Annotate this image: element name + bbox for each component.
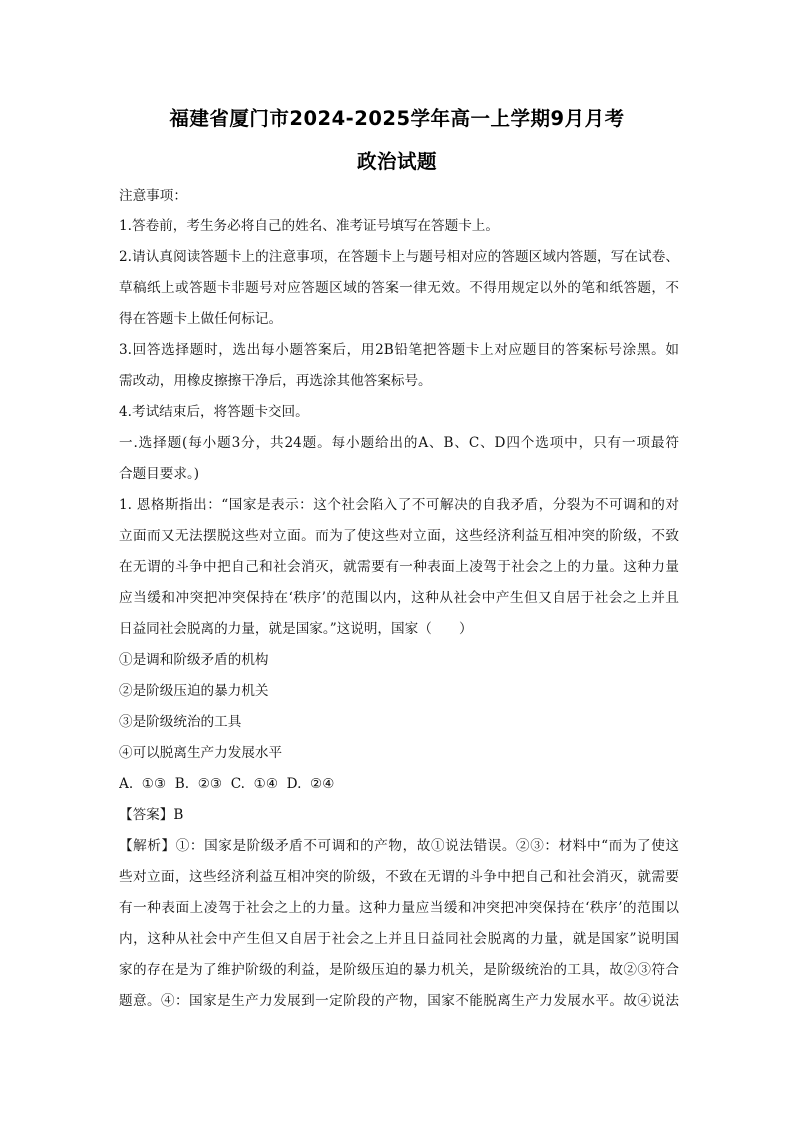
notice-item-3-line-2: 需改动，用橡皮擦擦干净后，再选涂其他答案标号。 xyxy=(119,373,432,389)
question-1-stem-line-2: 立面而又无法摆脱这些对立面。而为了使这些对立面，这些经济利益互相冲突的阶级，不致 xyxy=(119,528,679,544)
question-1-statement-2: ②是阶级压迫的暴力机关 xyxy=(119,683,269,699)
question-1-analysis-line-2: 些对立面，这些经济利益互相冲突的阶级，不致在无谓的斗争中把自己和社会消灭，就需要 xyxy=(119,869,679,885)
section-heading-line-1: 一.选择题(每小题3分，共24题。每小题给出的A、B、C、D四个选项中，只有一项最符 xyxy=(119,435,679,451)
question-1-stem-line-3: 在无谓的斗争中把自己和社会消灭，就需要有一种表面上凌驾于社会之上的力量。这种力量 xyxy=(119,559,679,575)
notice-item-3-line-1: 3.回答选择题时，选出每小题答案后，用2B铅笔把答题卡上对应题目的答案标号涂黑。如 xyxy=(119,342,679,358)
notice-item-4: 4.考试结束后，将答题卡交回。 xyxy=(119,404,309,420)
question-1-statement-3: ③是阶级统治的工具 xyxy=(119,714,242,730)
question-1-answer: 【答案】B xyxy=(119,807,184,823)
exam-subtitle: 政治试题 xyxy=(356,150,437,173)
exam-title: 福建省厦门市2024-2025学年高一上学期9月月考 xyxy=(169,107,625,130)
notice-item-2-line-2: 草稿纸上或答题卡非题号对应答题区域的答案一律无效。不得用规定以外的笔和纸答题，不 xyxy=(119,280,679,296)
section-heading-line-2: 合题目要求。) xyxy=(119,466,200,482)
question-1-analysis-line-4: 内，这种从社会中产生但又自居于社会之上并且日益同社会脱离的力量，就是国家”说明国 xyxy=(119,931,679,947)
question-1-analysis-line-5: 家的存在是为了维护阶级的利益，是阶级压迫的暴力机关，是阶级统治的工具，故②③符合 xyxy=(119,962,679,978)
notice-item-1: 1.答卷前，考生务必将自己的姓名、准考证号填写在答题卡上。 xyxy=(119,218,499,234)
question-1-statement-4: ④可以脱离生产力发展水平 xyxy=(119,745,283,761)
question-1-stem-line-1: 1. 恩格斯指出：“国家是表示：这个社会陷入了不可解决的自我矛盾，分裂为不可调和的对 xyxy=(119,497,679,513)
notice-item-2-line-1: 2.请认真阅读答题卡上的注意事项，在答题卡上与题号相对应的答题区域内答题，写在试卷、 xyxy=(119,249,679,265)
question-1-choices: A. ①③ B. ②③ C. ①④ D. ②④ xyxy=(119,776,335,792)
question-1-statement-1: ①是调和阶级矛盾的机构 xyxy=(119,652,269,668)
question-1-stem-line-4: 应当缓和冲突把冲突保持在‘秩序’的范围以内，这种从社会中产生但又自居于社会之上并且 xyxy=(119,590,679,606)
question-1-analysis-line-1: 【解析】①：国家是阶级矛盾不可调和的产物，故①说法错误。②③：材料中“而为了使这 xyxy=(119,838,679,854)
question-1-analysis-line-6: 题意。④：国家是生产力发展到一定阶段的产物，国家不能脱离生产力发展水平。故④说法 xyxy=(119,993,679,1009)
question-1-analysis-line-3: 有一种表面上凌驾于社会之上的力量。这种力量应当缓和冲突把冲突保持在‘秩序’的范围以 xyxy=(119,900,679,916)
question-1-stem-line-5: 日益同社会脱离的力量，就是国家。”这说明，国家（ ） xyxy=(119,621,473,637)
notice-heading: 注意事项： xyxy=(119,188,187,204)
notice-item-2-line-3: 得在答题卡上做任何标记。 xyxy=(119,311,283,327)
